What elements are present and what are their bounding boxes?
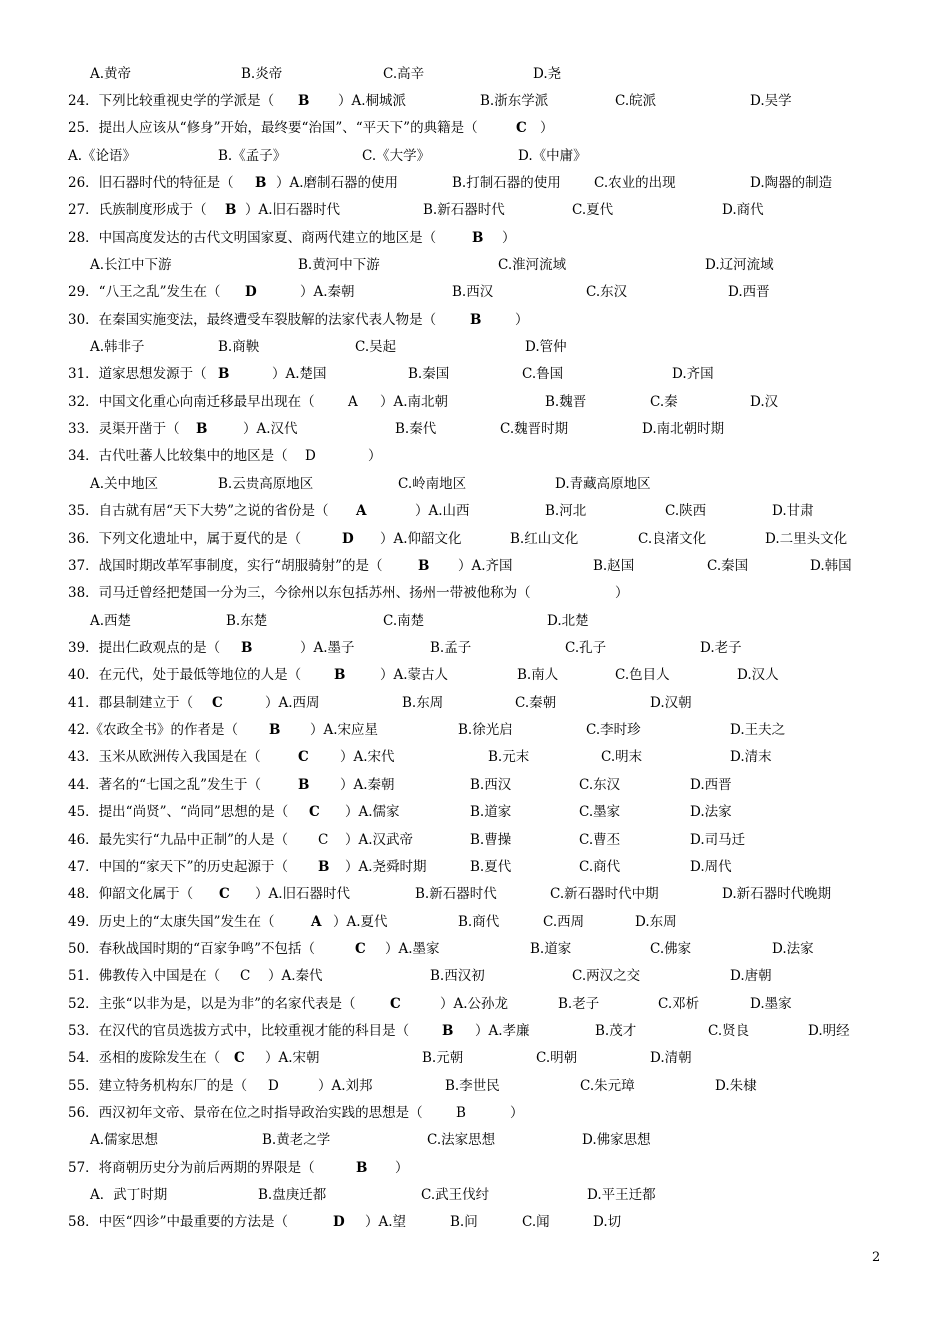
text-segment: B.黄河中下游 — [298, 257, 380, 273]
text-segment: C.南楚 — [383, 613, 425, 629]
text-segment: 43．玉米从欧洲传入我国是在（ — [68, 749, 261, 765]
text-segment: 57．将商朝历史分为前后两期的界限是（ — [68, 1160, 315, 1176]
question-line — [0, 363, 950, 385]
question-line — [0, 145, 950, 167]
text-segment: ）A.西周 — [265, 695, 320, 711]
text-segment: B.魏晋 — [545, 394, 587, 410]
text-segment: D.西晋 — [728, 284, 770, 300]
text-segment: D.汉人 — [737, 667, 779, 683]
text-segment: C.皖派 — [615, 93, 657, 109]
text-segment: B.西汉初 — [430, 968, 485, 984]
text-segment: 44．著名的“七国之乱”发生于（ — [68, 777, 261, 793]
text-segment: B.打制石器的使用 — [452, 175, 561, 191]
text-segment: 30．在秦国实施变法，最终遭受车裂肢解的法家代表人物是（ — [68, 312, 437, 328]
question-line — [0, 1129, 950, 1151]
text-segment: D.明经 — [808, 1023, 850, 1039]
answer-letter: D — [245, 284, 257, 300]
text-segment: C.法家思想 — [427, 1132, 496, 1148]
text-segment: 49．历史上的“太康失国”发生在（ — [68, 914, 275, 930]
text-segment: 51．佛教传入中国是在（ — [68, 968, 221, 984]
text-segment: B.红山文化 — [510, 531, 579, 547]
text-segment: C.吴起 — [355, 339, 397, 355]
text-segment: B.炎帝 — [241, 66, 283, 82]
text-segment: B.徐光启 — [458, 722, 513, 738]
text-segment: C.明朝 — [536, 1050, 578, 1066]
text-segment: B.浙东学派 — [480, 93, 549, 109]
answer-letter: C — [234, 1050, 245, 1066]
text-segment: C.明末 — [601, 749, 643, 765]
text-segment: D.平王迁都 — [587, 1187, 656, 1203]
text-segment: ） — [368, 448, 382, 464]
text-segment: D.唐朝 — [730, 968, 772, 984]
text-segment: 26．旧石器时代的特征是（ — [68, 175, 234, 191]
text-segment: C.孔子 — [565, 640, 607, 656]
text-segment: ）A.儒家 — [345, 804, 400, 820]
text-segment: C.岭南地区 — [398, 476, 467, 492]
page-number: 2 — [872, 1250, 881, 1265]
question-line — [0, 117, 950, 139]
text-segment: ） — [540, 120, 554, 136]
answer-letter: A — [356, 503, 367, 519]
text-segment: ） — [395, 1160, 409, 1176]
text-segment: C.邓析 — [658, 996, 700, 1012]
text-segment: A.韩非子 — [90, 339, 145, 355]
question-line — [0, 1020, 950, 1042]
answer-letter: C — [298, 749, 309, 765]
question-line — [0, 1102, 950, 1124]
answer-letter: B — [470, 312, 482, 328]
text-segment: D.周代 — [690, 859, 732, 875]
text-segment: A．武丁时期 — [90, 1187, 168, 1203]
text-segment: B.盘庚迁都 — [258, 1187, 327, 1203]
text-segment: D.汉朝 — [650, 695, 692, 711]
text-segment: C.《大学》 — [362, 148, 431, 164]
text-segment: 29．“八王之乱”发生在（ — [68, 284, 221, 300]
text-segment: B.《孟子》 — [218, 148, 287, 164]
question-line — [0, 473, 950, 495]
answer-letter: B — [418, 558, 430, 574]
text-segment: 56．西汉初年文帝、景帝在位之时指导政治实践的思想是（ — [68, 1105, 423, 1121]
text-segment: D.老子 — [700, 640, 742, 656]
text-segment: 55．建立特务机构东厂的是（ — [68, 1078, 248, 1094]
text-segment: C.魏晋时期 — [500, 421, 569, 437]
text-segment: ）A.宋朝 — [265, 1050, 320, 1066]
text-segment: C.西周 — [543, 914, 585, 930]
text-segment: B.曹操 — [470, 832, 512, 848]
text-segment: D.司马迁 — [690, 832, 746, 848]
text-segment: C.农业的出现 — [594, 175, 676, 191]
text-segment: ）A.公孙龙 — [440, 996, 509, 1012]
text-segment: 38．司马迁曾经把楚国一分为三，今徐州以东包括苏州、扬州一带被他称为（ — [68, 585, 531, 601]
question-line — [0, 746, 950, 768]
text-segment: B.问 — [450, 1214, 478, 1230]
text-segment: C.秦 — [650, 394, 678, 410]
text-segment: 36．下列文化遗址中，属于夏代的是（ — [68, 531, 302, 547]
text-segment: B.道家 — [530, 941, 572, 957]
text-segment: ） — [502, 230, 516, 246]
text-segment: D.管仲 — [525, 339, 567, 355]
question-line — [0, 692, 950, 714]
answer-letter: C — [390, 996, 401, 1012]
text-segment: D.甘肃 — [772, 503, 814, 519]
text-segment: ）A.望 — [365, 1214, 407, 1230]
text-segment: B — [456, 1105, 466, 1121]
text-segment: ）A.齐国 — [458, 558, 513, 574]
text-segment: C.高辛 — [383, 66, 425, 82]
text-segment: C.佛家 — [650, 941, 692, 957]
text-segment: D.清朝 — [650, 1050, 692, 1066]
text-segment: 39．提出仁政观点的是（ — [68, 640, 221, 656]
answer-letter: D — [342, 531, 354, 547]
question-line — [0, 63, 950, 85]
question-line — [0, 774, 950, 796]
text-segment: C.李时珍 — [586, 722, 641, 738]
text-segment: D — [305, 448, 316, 464]
text-segment: D.二里头文化 — [765, 531, 848, 547]
text-segment: B.李世民 — [445, 1078, 500, 1094]
text-segment: C.夏代 — [572, 202, 614, 218]
answer-letter: A — [311, 914, 322, 930]
text-segment: B.孟子 — [430, 640, 472, 656]
text-segment: D.墨家 — [750, 996, 792, 1012]
answer-letter: B — [334, 667, 346, 683]
text-segment: C.新石器时代中期 — [550, 886, 659, 902]
text-segment: D.《中庸》 — [518, 148, 587, 164]
text-segment: D.吴学 — [750, 93, 792, 109]
text-segment: C.鲁国 — [522, 366, 564, 382]
text-segment: B.东周 — [402, 695, 444, 711]
answer-letter: D — [333, 1214, 345, 1230]
text-segment: D.东周 — [635, 914, 677, 930]
text-segment: C.良渚文化 — [638, 531, 707, 547]
text-segment: D.朱棣 — [715, 1078, 757, 1094]
text-segment: B.商鞅 — [218, 339, 260, 355]
text-segment: 48．仰韶文化属于（ — [68, 886, 194, 902]
text-segment: 42.《农政全书》的作者是（ — [68, 722, 238, 738]
text-segment: ）A.孝廉 — [475, 1023, 530, 1039]
text-segment: 32．中国文化重心向南迁移最早出现在（ — [68, 394, 315, 410]
question-line — [0, 445, 950, 467]
answer-letter: B — [318, 859, 330, 875]
text-segment: 58．中医“四诊”中最重要的方法是（ — [68, 1214, 288, 1230]
text-segment: ）A.楚国 — [272, 366, 327, 382]
text-segment: D.韩国 — [810, 558, 852, 574]
text-segment: A.关中地区 — [90, 476, 159, 492]
text-segment: ）A.秦朝 — [340, 777, 395, 793]
answer-letter: B — [269, 722, 281, 738]
question-line — [0, 993, 950, 1015]
text-segment: B.云贵高原地区 — [218, 476, 314, 492]
text-segment: ） — [615, 585, 629, 601]
text-segment: 41．郡县制建立于（ — [68, 695, 194, 711]
answer-letter: B — [241, 640, 253, 656]
text-segment: C.贤良 — [708, 1023, 750, 1039]
answer-letter: B — [298, 93, 310, 109]
text-segment: A.长江中下游 — [90, 257, 172, 273]
text-segment: ）A.汉代 — [243, 421, 298, 437]
question-line — [0, 1211, 950, 1233]
answer-letter: B — [472, 230, 484, 246]
question-line — [0, 965, 950, 987]
answer-letter: B — [356, 1160, 368, 1176]
text-segment: B.东楚 — [226, 613, 268, 629]
question-line — [0, 1184, 950, 1206]
text-segment: B.新石器时代 — [415, 886, 497, 902]
text-segment: D.新石器时代晚期 — [722, 886, 832, 902]
text-segment: B.西汉 — [452, 284, 494, 300]
answer-letter: C — [309, 804, 320, 820]
question-line — [0, 911, 950, 933]
text-segment: ）A.尧舜时期 — [345, 859, 427, 875]
text-segment: D.商代 — [722, 202, 764, 218]
text-segment: C.曹丕 — [579, 832, 621, 848]
question-line — [0, 829, 950, 851]
text-segment: D — [268, 1078, 279, 1094]
text-segment: 52．主张“以非为是，以是为非”的名家代表是（ — [68, 996, 356, 1012]
answer-letter: B — [298, 777, 310, 793]
text-segment: 45．提出“尚贤”、“尚同”思想的是（ — [68, 804, 289, 820]
text-segment: C.淮河流域 — [498, 257, 567, 273]
text-segment: D.西晋 — [690, 777, 732, 793]
text-segment: ）A.刘邦 — [318, 1078, 373, 1094]
text-segment: D.法家 — [690, 804, 732, 820]
text-segment: ） — [515, 312, 529, 328]
text-segment: D.青藏高原地区 — [555, 476, 651, 492]
text-segment: 50．春秋战国时期的“百家争鸣”不包括（ — [68, 941, 315, 957]
question-line — [0, 938, 950, 960]
question-line — [0, 172, 950, 194]
question-line — [0, 90, 950, 112]
text-segment: C.商代 — [579, 859, 621, 875]
text-segment: ）A.南北朝 — [380, 394, 449, 410]
text-segment: A.黄帝 — [90, 66, 132, 82]
question-line — [0, 391, 950, 413]
text-segment: B.道家 — [470, 804, 512, 820]
text-segment: D.清末 — [730, 749, 772, 765]
answer-letter: B — [218, 366, 230, 382]
question-line — [0, 856, 950, 878]
text-segment: C — [318, 832, 329, 848]
text-segment: D.王夫之 — [730, 722, 786, 738]
text-segment: D.南北朝时期 — [642, 421, 725, 437]
text-segment: ）A.夏代 — [333, 914, 388, 930]
question-line — [0, 719, 950, 741]
question-line — [0, 500, 950, 522]
text-segment: 33．灵渠开凿于（ — [68, 421, 180, 437]
text-segment: B.南人 — [517, 667, 559, 683]
text-segment: 37．战国时期改革军事制度，实行“胡服骑射”的是（ — [68, 558, 383, 574]
text-segment: D.汉 — [750, 394, 779, 410]
answer-letter: B — [196, 421, 208, 437]
answer-letter: B — [255, 175, 267, 191]
text-segment: B.西汉 — [470, 777, 512, 793]
question-line — [0, 555, 950, 577]
text-segment: D.法家 — [772, 941, 814, 957]
question-line — [0, 664, 950, 686]
text-segment: ）A.宋代 — [340, 749, 395, 765]
text-segment: 47．中国的“家天下”的历史起源于（ — [68, 859, 288, 875]
text-segment: C.东汉 — [586, 284, 628, 300]
text-segment: B.秦国 — [408, 366, 450, 382]
question-line — [0, 227, 950, 249]
text-segment: ）A.旧石器时代 — [255, 886, 351, 902]
text-segment: ）A.蒙古人 — [380, 667, 449, 683]
text-segment: B.黄老之学 — [262, 1132, 331, 1148]
text-segment: C.东汉 — [579, 777, 621, 793]
question-line — [0, 1075, 950, 1097]
text-segment: 25．提出人应该从“修身”开始，最终要“治国”、“平天下”的典籍是（ — [68, 120, 478, 136]
question-line — [0, 528, 950, 550]
text-segment: C — [240, 968, 251, 984]
text-segment: C.墨家 — [579, 804, 621, 820]
text-segment: ）A.山西 — [415, 503, 470, 519]
text-segment: B.元末 — [488, 749, 530, 765]
text-segment: D.佛家思想 — [582, 1132, 651, 1148]
text-segment: 35．自古就有居“天下大势”之说的省份是（ — [68, 503, 329, 519]
question-line — [0, 801, 950, 823]
text-segment: A — [348, 394, 358, 410]
text-segment: 54．丞相的废除发生在（ — [68, 1050, 221, 1066]
question-line — [0, 883, 950, 905]
text-segment: C.秦国 — [707, 558, 749, 574]
question-line — [0, 582, 950, 604]
answer-letter: C — [516, 120, 527, 136]
text-segment: A.儒家思想 — [90, 1132, 159, 1148]
text-segment: 53．在汉代的官员选拔方式中，比较重视才能的科目是（ — [68, 1023, 410, 1039]
text-segment: B.秦代 — [395, 421, 437, 437]
question-line — [0, 336, 950, 358]
text-segment: 34．古代吐蕃人比较集中的地区是（ — [68, 448, 288, 464]
text-segment: C.朱元璋 — [580, 1078, 635, 1094]
text-segment: D.北楚 — [547, 613, 589, 629]
text-segment: B.元朝 — [422, 1050, 464, 1066]
text-segment: ）A.汉武帝 — [345, 832, 414, 848]
question-line — [0, 199, 950, 221]
text-segment: C.秦朝 — [515, 695, 557, 711]
question-line — [0, 418, 950, 440]
text-segment: ）A.桐城派 — [338, 93, 407, 109]
text-segment: B.夏代 — [470, 859, 512, 875]
question-line — [0, 254, 950, 276]
text-segment: ）A.旧石器时代 — [245, 202, 341, 218]
text-segment: ） — [510, 1105, 524, 1121]
text-segment: D.切 — [593, 1214, 622, 1230]
answer-letter: B — [442, 1023, 454, 1039]
text-segment: ）A.宋应星 — [310, 722, 379, 738]
text-segment: C.两汉之交 — [572, 968, 641, 984]
text-segment: D.辽河流域 — [705, 257, 774, 273]
answer-letter: C — [212, 695, 223, 711]
text-segment: C.闻 — [522, 1214, 550, 1230]
question-line — [0, 637, 950, 659]
text-segment: 27．氏族制度形成于（ — [68, 202, 207, 218]
answer-letter: C — [355, 941, 366, 957]
text-segment: ）A.墨子 — [300, 640, 355, 656]
answer-letter: C — [219, 886, 230, 902]
question-line — [0, 1157, 950, 1179]
text-segment: D.齐国 — [672, 366, 714, 382]
text-segment: A.《论语》 — [68, 148, 137, 164]
text-segment: ）A.磨制石器的使用 — [276, 175, 399, 191]
text-segment: C.武王伐纣 — [421, 1187, 490, 1203]
text-segment: B.赵国 — [593, 558, 635, 574]
text-segment: C.陕西 — [665, 503, 707, 519]
text-segment: D.陶器的制造 — [750, 175, 833, 191]
question-line — [0, 1047, 950, 1069]
text-segment: B.茂才 — [595, 1023, 637, 1039]
text-segment: ）A.墨家 — [385, 941, 440, 957]
text-segment: B.老子 — [558, 996, 600, 1012]
question-line — [0, 610, 950, 632]
text-segment: ）A.秦代 — [268, 968, 323, 984]
text-segment: 40．在元代，处于最低等地位的人是（ — [68, 667, 302, 683]
text-segment: ）A.仰韶文化 — [380, 531, 462, 547]
text-segment: 46．最先实行“九品中正制”的人是（ — [68, 832, 288, 848]
text-segment: ）A.秦朝 — [300, 284, 355, 300]
text-segment: 24．下列比较重视史学的学派是（ — [68, 93, 275, 109]
text-segment: A.西楚 — [90, 613, 132, 629]
question-line — [0, 281, 950, 303]
text-segment: D.尧 — [533, 66, 562, 82]
text-segment: B.新石器时代 — [423, 202, 505, 218]
question-line — [0, 309, 950, 331]
text-segment: 31．道家思想发源于（ — [68, 366, 207, 382]
answer-letter: B — [225, 202, 237, 218]
text-segment: C.色目人 — [615, 667, 670, 683]
text-segment: 28．中国高度发达的古代文明国家夏、商两代建立的地区是（ — [68, 230, 437, 246]
text-segment: B.河北 — [545, 503, 587, 519]
text-segment: B.商代 — [458, 914, 500, 930]
